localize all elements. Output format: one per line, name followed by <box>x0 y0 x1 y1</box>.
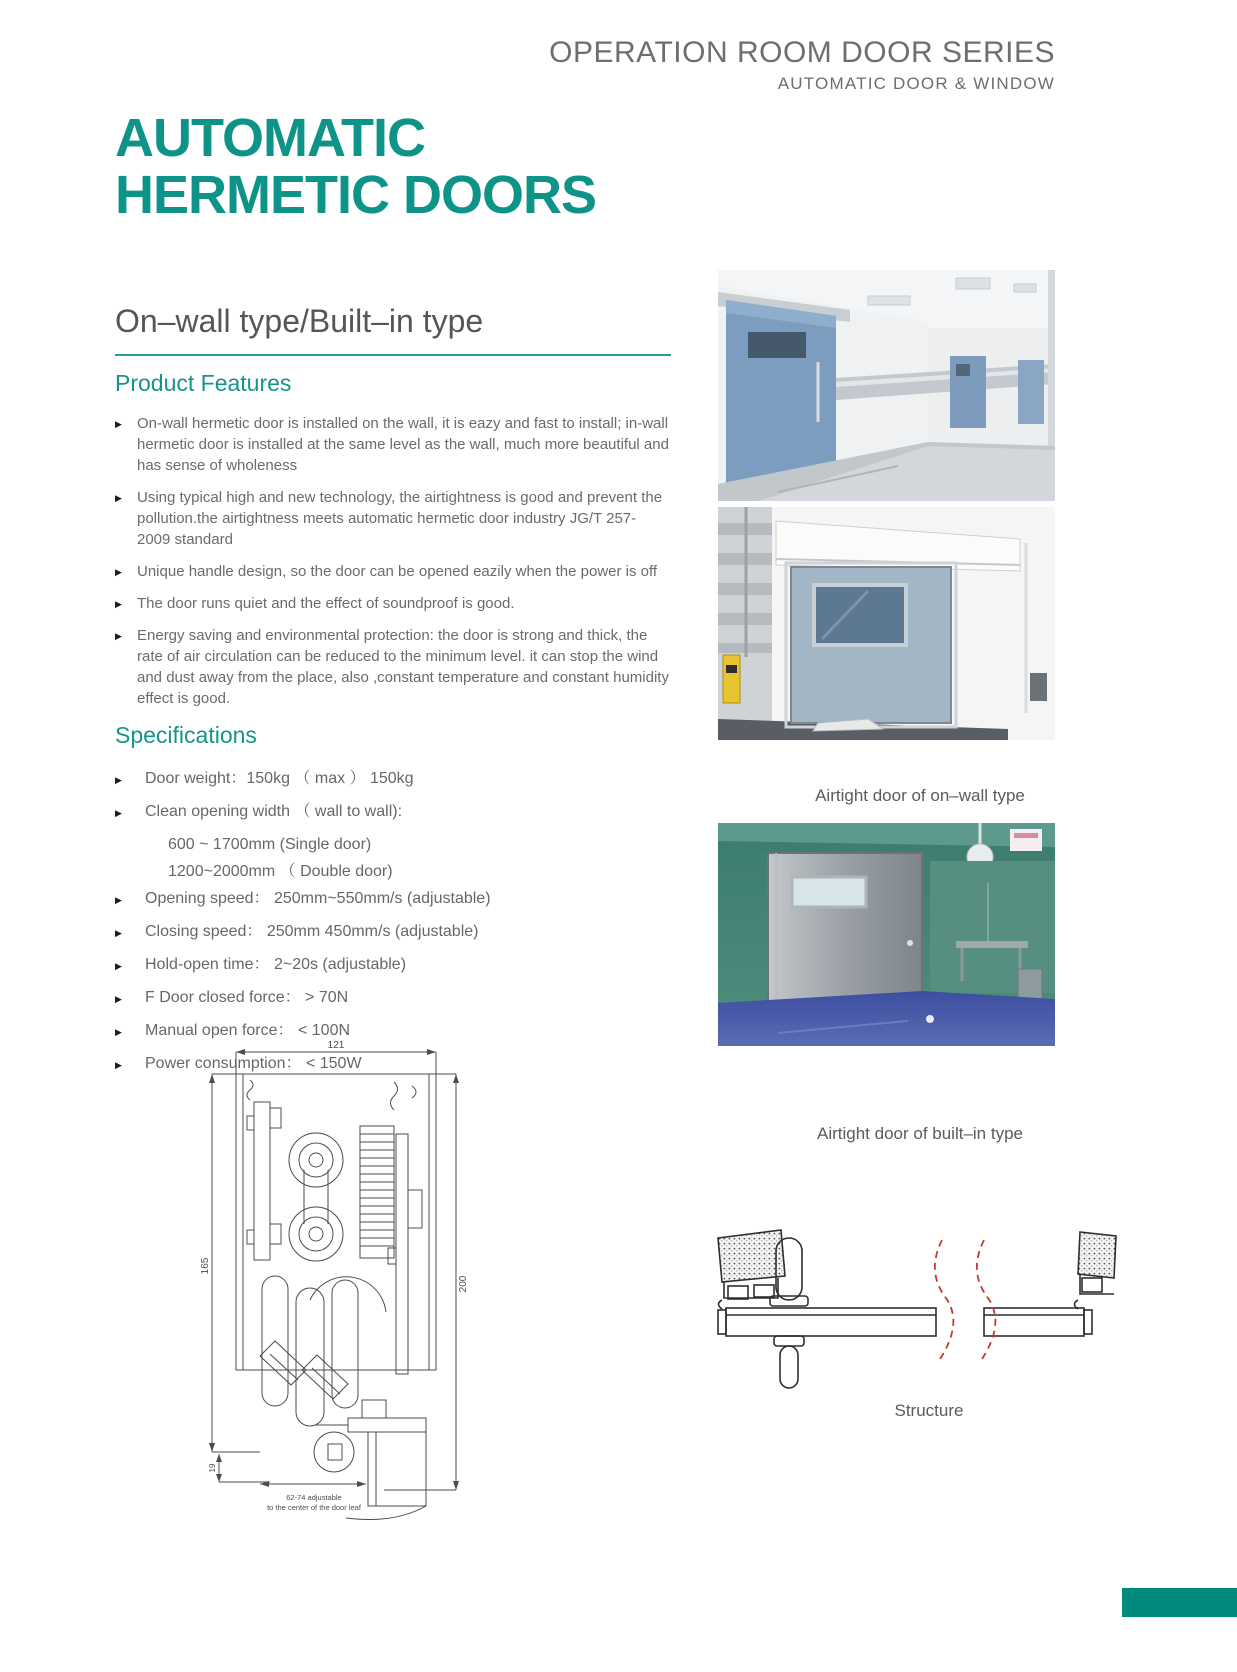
specifications-section <box>115 722 671 1087</box>
spec-row <box>115 955 671 974</box>
spec-row <box>115 988 671 1007</box>
spec-text: Clean opening width （ wall to wall): <box>145 803 403 820</box>
built-in-door-photo-illustration <box>718 823 1055 1046</box>
spec-subrow <box>168 862 671 881</box>
page-title-line2: HERMETIC DOORS <box>115 165 597 225</box>
dim-left-label: 165 <box>200 1257 211 1275</box>
feature-text: The door runs quiet and the effect of soundproof is good. <box>137 595 515 612</box>
bullet-icon: ▶ <box>115 808 122 818</box>
bullet-icon: ▶ <box>115 1027 122 1037</box>
spec-text: Power consumption： < 150W <box>145 1055 362 1072</box>
feature-text: On-wall hermetic door is installed on the wall, it is eazy and fast to install; in-wall hermetic door is installed at the same level as the wall, much more beautiful and has sense of wholeness <box>137 415 669 474</box>
footer-accent-bar <box>1122 1588 1237 1617</box>
bullet-icon: ▶ <box>115 419 122 429</box>
spec-row <box>115 922 671 941</box>
dim-width-label: 121 <box>327 1040 345 1051</box>
series-subtitle: AUTOMATIC DOOR & WINDOW <box>777 74 1055 93</box>
bullet-icon: ▶ <box>115 567 122 577</box>
bullet-icon: ▶ <box>115 961 122 971</box>
spec-text: Door weight：150kg （ max ） 150kg <box>145 770 414 787</box>
bullet-icon: ▶ <box>115 1060 122 1070</box>
feature-item <box>115 413 671 476</box>
spec-text: 600 ~ 1700mm (Single door) <box>168 836 372 853</box>
bullet-icon: ▶ <box>115 928 122 938</box>
structure-svg <box>688 1212 1118 1397</box>
feature-item <box>115 593 671 614</box>
bullet-icon: ▶ <box>115 895 122 905</box>
photo-corridor-on-wall-doors <box>718 270 1055 501</box>
bullet-icon: ▶ <box>115 994 122 1004</box>
spec-text: 1200~2000mm （ Double door) <box>168 863 393 880</box>
spec-subrow <box>168 835 671 854</box>
cross-section-svg <box>198 1038 470 1530</box>
specifications-heading: Specifications <box>115 722 257 748</box>
spec-text: Closing speed： 250mm 450mm/s (adjustable) <box>145 923 479 940</box>
spec-row <box>115 889 671 908</box>
bullet-icon: ▶ <box>115 599 122 609</box>
corridor-photo-illustration <box>718 270 1055 501</box>
dim-offset-label: 19 <box>208 1463 217 1473</box>
spec-text: Manual open force： < 100N <box>145 1022 351 1039</box>
drawing-note-line1: 62-74 adjustable <box>286 1493 342 1502</box>
feature-text: Using typical high and new technology, the airtightness is good and prevent the pollution.the airtightness meets automatic hermetic door industry JG/T 257-2009 standard <box>137 489 663 548</box>
left-column <box>115 303 671 720</box>
spec-row <box>115 802 671 821</box>
caption-on-wall-type: Airtight door of on–wall type <box>815 786 1025 805</box>
spec-text: F Door closed force： > 70N <box>145 989 349 1006</box>
feature-text: Energy saving and environmental protection: the door is strong and thick, the rate of air circulation can be reduced to the minimum level. it can stop the wind and dust away from the place, also ,constant temperature and constant humidity effect is good. <box>137 627 669 707</box>
caption-built-in-type: Airtight door of built–in type <box>816 1124 1023 1143</box>
spec-text: Hold-open time： 2~20s (adjustable) <box>145 956 407 973</box>
type-heading: On–wall type/Built–in type <box>115 303 671 356</box>
page-header <box>549 36 1055 94</box>
feature-item <box>115 625 671 709</box>
feature-item <box>115 487 671 550</box>
drawing-note-line2: to the center of the door leaf <box>267 1503 361 1512</box>
bullet-icon: ▶ <box>115 631 122 641</box>
feature-text: Unique handle design, so the door can be opened eazily when the power is off <box>137 563 658 580</box>
dim-right-label: 200 <box>458 1275 469 1293</box>
feature-item <box>115 561 671 582</box>
page-title <box>115 110 596 224</box>
photo-built-in-door-operating-room <box>718 823 1055 1046</box>
spec-row <box>115 769 671 788</box>
product-features-heading: Product Features <box>115 370 292 396</box>
spec-text: Opening speed： 250mm~550mm/s (adjustable) <box>145 890 491 907</box>
caption-structure: Structure <box>894 1401 964 1420</box>
series-title: OPERATION ROOM DOOR SERIES <box>549 36 1055 69</box>
product-features-list <box>115 413 671 709</box>
bullet-icon: ▶ <box>115 775 122 785</box>
photo-on-wall-door-closeup <box>718 507 1055 740</box>
mechanism-cross-section-drawing <box>198 1038 470 1535</box>
bullet-icon: ▶ <box>115 493 122 503</box>
page-title-line1: AUTOMATIC <box>115 108 425 168</box>
on-wall-door-photo-illustration <box>718 507 1055 740</box>
structure-diagram <box>688 1212 1118 1402</box>
